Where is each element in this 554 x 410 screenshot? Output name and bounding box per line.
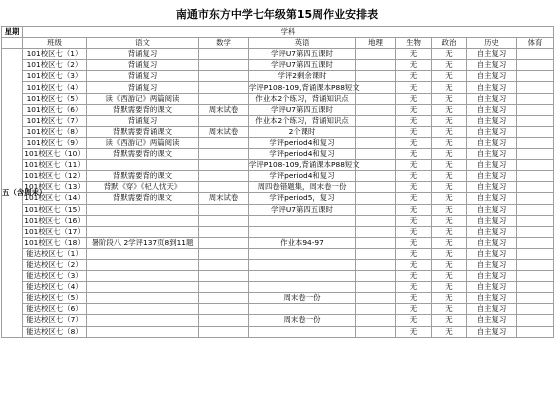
english-cell: 2个课时 (249, 126, 356, 137)
english-cell: 学评P108-109,背诵课本P88短文 (249, 82, 360, 92)
history-cell: 自主复习 (467, 237, 517, 248)
english-cell (249, 282, 356, 293)
politics-cell: 无 (432, 82, 467, 93)
table-row (2, 71, 554, 82)
biology-cell: 无 (396, 326, 432, 337)
biology-cell: 无 (396, 271, 432, 282)
math-cell (199, 293, 249, 304)
biology-cell: 无 (396, 171, 432, 182)
politics-cell: 无 (432, 304, 467, 315)
pe-cell (517, 226, 554, 237)
math-cell (199, 237, 249, 248)
pe-cell (517, 93, 554, 104)
chinese-cell (87, 226, 199, 237)
politics-cell: 无 (432, 49, 467, 60)
politics-cell: 无 (432, 182, 467, 193)
class-cell: 101校区七（4） (23, 82, 87, 93)
english-cell: 作业本2个练习，背诵知识点 (249, 93, 356, 104)
col-header-history: 历史 (467, 38, 517, 49)
subject-group-header: 学科 (23, 27, 554, 38)
class-cell: 能达校区七（3） (23, 271, 87, 282)
biology-cell: 无 (396, 82, 432, 93)
history-cell: 自主复习 (467, 293, 517, 304)
geography-cell (356, 182, 396, 193)
weekday-header: 星期 (2, 27, 23, 38)
politics-cell: 无 (432, 93, 467, 104)
chinese-cell: 读《西游记》两篇阅读 (87, 137, 199, 148)
class-cell: 能达校区七（4） (23, 282, 87, 293)
class-cell: 101校区七（1） (23, 49, 87, 60)
col-header-chinese: 语文 (87, 38, 199, 49)
politics-cell: 无 (432, 215, 467, 226)
chinese-cell (87, 215, 199, 226)
table-row (2, 49, 554, 60)
biology-cell: 无 (396, 193, 432, 204)
pe-cell (517, 126, 554, 137)
geography-cell (356, 282, 396, 293)
history-cell: 自主复习 (467, 115, 517, 126)
table-row (2, 137, 554, 148)
english-cell: 学评period4和复习 (249, 171, 356, 182)
biology-cell: 无 (396, 115, 432, 126)
history-cell: 自主复习 (467, 193, 517, 204)
chinese-cell: 背默《穿》《杞人忧天》 (87, 182, 199, 193)
english-cell (249, 326, 356, 337)
geography-cell (356, 71, 396, 82)
biology-cell: 无 (396, 282, 432, 293)
math-cell (199, 215, 249, 226)
biology-cell: 无 (396, 293, 432, 304)
geography-cell (356, 149, 396, 160)
geography-cell (356, 248, 396, 259)
history-cell: 自主复习 (467, 149, 517, 160)
math-cell (199, 204, 249, 215)
chinese-cell (87, 259, 199, 270)
english-cell: 学评U7第四五课时 (249, 60, 356, 71)
geography-cell (356, 304, 396, 315)
chinese-cell: 背诵复习 (87, 71, 199, 82)
history-cell: 自主复习 (467, 137, 517, 148)
politics-cell: 无 (432, 271, 467, 282)
math-cell (199, 71, 249, 82)
math-cell (199, 160, 249, 171)
class-cell: 101校区七（14） (24, 193, 85, 203)
history-cell: 自主复习 (467, 215, 517, 226)
biology-cell: 无 (396, 149, 432, 160)
chinese-cell: 背默需要背诵课文 (87, 126, 199, 137)
biology-cell: 无 (396, 71, 432, 82)
table-row (2, 182, 554, 193)
col-header-math: 数学 (199, 38, 249, 49)
chinese-cell (87, 293, 199, 304)
biology-cell: 无 (396, 315, 432, 326)
table-row (2, 60, 554, 71)
chinese-cell: 暑阶段八 2学评137页8到11题 (87, 237, 199, 248)
history-cell: 自主复习 (467, 326, 517, 337)
table-row (2, 204, 554, 215)
history-cell: 自主复习 (467, 226, 517, 237)
math-cell: 周末试卷 (199, 104, 249, 115)
chinese-cell (87, 160, 199, 171)
table-row (2, 282, 554, 293)
history-cell: 自主复习 (467, 304, 517, 315)
english-cell: 学评period5，复习 (249, 193, 356, 204)
pe-cell (517, 215, 554, 226)
politics-cell: 无 (432, 149, 467, 160)
politics-cell: 无 (432, 259, 467, 270)
class-cell: 101校区七（12） (24, 171, 85, 181)
table-row (2, 82, 554, 93)
header-row-columns (2, 38, 554, 49)
math-cell (199, 182, 249, 193)
table-row (2, 149, 554, 160)
biology-cell: 无 (396, 204, 432, 215)
chinese-cell (87, 304, 199, 315)
pe-cell (517, 115, 554, 126)
politics-cell: 无 (432, 204, 467, 215)
geography-cell (356, 271, 396, 282)
pe-cell (517, 71, 554, 82)
politics-cell: 无 (432, 193, 467, 204)
class-cell: 101校区七（18） (24, 237, 85, 247)
pe-cell (517, 259, 554, 270)
math-cell (199, 60, 249, 71)
english-cell (249, 226, 356, 237)
col-header-geography: 地理 (356, 38, 396, 49)
biology-cell: 无 (396, 104, 432, 115)
politics-cell: 无 (432, 293, 467, 304)
class-cell: 101校区七（10） (24, 149, 85, 159)
biology-cell: 无 (396, 248, 432, 259)
pe-cell (517, 326, 554, 337)
table-row (2, 304, 554, 315)
table-row (2, 271, 554, 282)
english-cell (249, 215, 356, 226)
col-header-class: 班级 (23, 38, 87, 49)
chinese-cell (87, 315, 199, 326)
pe-cell (517, 104, 554, 115)
table-row (2, 215, 554, 226)
pe-cell (517, 149, 554, 160)
col-header-politics: 政治 (432, 38, 467, 49)
math-cell (199, 93, 249, 104)
class-cell: 101校区七（13） (24, 182, 85, 192)
chinese-cell: 背默需要背的课文 (87, 149, 199, 160)
pe-cell (517, 248, 554, 259)
history-cell: 自主复习 (467, 171, 517, 182)
biology-cell: 无 (396, 49, 432, 60)
math-cell (199, 115, 249, 126)
table-row (2, 293, 554, 304)
geography-cell (356, 171, 396, 182)
politics-cell: 无 (432, 237, 467, 248)
class-cell: 101校区七（9） (23, 137, 87, 148)
english-cell: 学评period4和复习 (249, 137, 356, 148)
history-cell: 自主复习 (467, 71, 517, 82)
table-row (2, 237, 554, 248)
table-body (2, 27, 554, 338)
biology-cell: 无 (396, 304, 432, 315)
pe-cell (517, 193, 554, 204)
pe-cell (517, 137, 554, 148)
homework-table (1, 26, 554, 338)
politics-cell: 无 (432, 171, 467, 182)
english-cell: 作业本2个练习，背诵知识点 (249, 115, 356, 126)
class-cell: 101校区七（3） (23, 71, 87, 82)
biology-cell: 无 (396, 226, 432, 237)
math-cell (199, 49, 249, 60)
chinese-cell: 读《西游记》两篇阅读 (87, 93, 199, 104)
math-cell (199, 226, 249, 237)
table-row (2, 160, 554, 171)
math-cell (199, 137, 249, 148)
pe-cell (517, 82, 554, 93)
class-cell: 101校区七（15） (24, 204, 85, 214)
pe-cell (517, 271, 554, 282)
history-cell: 自主复习 (467, 82, 517, 93)
math-cell (199, 326, 249, 337)
politics-cell: 无 (432, 126, 467, 137)
col-header-biology: 生物 (396, 38, 432, 49)
english-cell: 学评period4和复习 (249, 149, 356, 160)
chinese-cell: 背默需要背的课文 (87, 171, 199, 182)
table-row (2, 126, 554, 137)
chinese-cell: 背默需要背的课文 (87, 193, 199, 204)
english-cell (249, 271, 356, 282)
chinese-cell (87, 204, 199, 215)
geography-cell (356, 237, 396, 248)
english-cell: 学评2剩余课时 (249, 71, 356, 82)
english-cell (249, 248, 356, 259)
geography-cell (356, 104, 396, 115)
class-cell: 101校区七（5） (23, 93, 87, 104)
class-cell: 101校区七（17） (24, 226, 85, 236)
biology-cell: 无 (396, 215, 432, 226)
politics-cell: 无 (432, 60, 467, 71)
sheet-title: 南通市东方中学七年级第15周作业安排表 (175, 8, 379, 21)
class-cell: 能达校区七（8） (23, 326, 87, 337)
table-row (2, 115, 554, 126)
chinese-cell: 背诵复习 (87, 49, 199, 60)
pe-cell (517, 282, 554, 293)
history-cell: 自主复习 (467, 104, 517, 115)
table-row (2, 248, 554, 259)
politics-cell: 无 (432, 226, 467, 237)
math-cell (199, 149, 249, 160)
english-cell (249, 259, 356, 270)
biology-cell: 无 (396, 237, 432, 248)
history-cell: 自主复习 (467, 60, 517, 71)
geography-cell (356, 49, 396, 60)
biology-cell: 无 (396, 60, 432, 71)
pe-cell (517, 315, 554, 326)
geography-cell (356, 204, 396, 215)
class-cell: 能达校区七（7） (23, 315, 87, 326)
chinese-cell (87, 271, 199, 282)
table-row (2, 104, 554, 115)
history-cell: 自主复习 (467, 282, 517, 293)
chinese-cell: 背默需要背的课文 (87, 104, 199, 115)
biology-cell: 无 (396, 137, 432, 148)
header-row-top (2, 27, 554, 38)
class-cell: 能达校区七（2） (23, 259, 87, 270)
politics-cell: 无 (432, 160, 467, 171)
class-cell: 101校区七（16） (24, 215, 85, 225)
english-cell: 周末卷一份 (249, 293, 356, 304)
history-cell: 自主复习 (467, 271, 517, 282)
politics-cell: 无 (432, 104, 467, 115)
english-cell: 学评U7第四五课时 (249, 204, 356, 215)
math-cell (199, 282, 249, 293)
math-cell (199, 171, 249, 182)
table-row (2, 259, 554, 270)
history-cell: 自主复习 (467, 259, 517, 270)
class-cell: 101校区七（2） (23, 60, 87, 71)
weekday-header-blank (2, 38, 23, 49)
english-cell: 周末卷一份 (249, 315, 356, 326)
geography-cell (356, 326, 396, 337)
table-row (2, 226, 554, 237)
chinese-cell (87, 326, 199, 337)
table-row (2, 315, 554, 326)
math-cell (199, 82, 249, 93)
english-cell (249, 304, 356, 315)
class-cell: 能达校区七（1） (23, 248, 87, 259)
biology-cell: 无 (396, 126, 432, 137)
politics-cell: 无 (432, 115, 467, 126)
class-cell: 101校区七（11） (24, 160, 85, 170)
math-cell: 周末试卷 (199, 193, 249, 204)
history-cell: 自主复习 (467, 93, 517, 104)
geography-cell (356, 160, 396, 171)
history-cell: 自主复习 (467, 315, 517, 326)
politics-cell: 无 (432, 248, 467, 259)
math-cell (199, 259, 249, 270)
chinese-cell (87, 248, 199, 259)
politics-cell: 无 (432, 282, 467, 293)
math-cell (199, 315, 249, 326)
math-cell: 周末试卷 (199, 126, 249, 137)
pe-cell (517, 204, 554, 215)
class-cell: 101校区七（6） (23, 104, 87, 115)
class-cell: 能达校区七（5） (23, 293, 87, 304)
history-cell: 自主复习 (467, 204, 517, 215)
biology-cell: 无 (396, 93, 432, 104)
english-cell: 学评P108-109,背诵课本P88短文 (249, 160, 360, 170)
history-cell: 自主复习 (467, 248, 517, 259)
geography-cell (356, 226, 396, 237)
geography-cell (356, 126, 396, 137)
pe-cell (517, 171, 554, 182)
history-cell: 自主复习 (467, 126, 517, 137)
chinese-cell: 背诵复习 (87, 82, 199, 93)
pe-cell (517, 293, 554, 304)
geography-cell (356, 93, 396, 104)
chinese-cell: 背诵复习 (87, 115, 199, 126)
pe-cell (517, 237, 554, 248)
math-cell (199, 248, 249, 259)
history-cell: 自主复习 (467, 160, 517, 171)
biology-cell: 无 (396, 182, 432, 193)
math-cell (199, 271, 249, 282)
geography-cell (356, 315, 396, 326)
english-cell: 周四卷错题集，周末卷一份 (249, 182, 356, 193)
english-cell: 作业本94-97 (249, 237, 356, 248)
history-cell: 自主复习 (467, 182, 517, 193)
geography-cell (356, 60, 396, 71)
weekday-cell: 五（含周末） (2, 49, 23, 337)
geography-cell (356, 293, 396, 304)
table-row (2, 171, 554, 182)
pe-cell (517, 304, 554, 315)
class-cell: 101校区七（7） (23, 115, 87, 126)
geography-cell (356, 193, 396, 204)
col-header-pe: 体育 (517, 38, 554, 49)
biology-cell: 无 (396, 160, 432, 171)
pe-cell (517, 182, 554, 193)
geography-cell (356, 215, 396, 226)
history-cell: 自主复习 (467, 49, 517, 60)
class-cell: 101校区七（8） (23, 126, 87, 137)
col-header-english: 英语 (249, 38, 356, 49)
english-cell: 学评U7第四五课时 (249, 104, 356, 115)
table-row (2, 93, 554, 104)
chinese-cell (87, 282, 199, 293)
politics-cell: 无 (432, 71, 467, 82)
math-cell (199, 304, 249, 315)
english-cell: 学评U7第四五课时 (249, 49, 356, 60)
geography-cell (356, 82, 396, 93)
pe-cell (517, 160, 554, 171)
class-cell: 能达校区七（6） (23, 304, 87, 315)
biology-cell: 无 (396, 259, 432, 270)
pe-cell (517, 60, 554, 71)
geography-cell (356, 137, 396, 148)
table-row (2, 326, 554, 337)
geography-cell (356, 115, 396, 126)
politics-cell: 无 (432, 326, 467, 337)
politics-cell: 无 (432, 315, 467, 326)
table-row (2, 193, 554, 204)
geography-cell (356, 259, 396, 270)
chinese-cell: 背诵复习 (87, 60, 199, 71)
pe-cell (517, 49, 554, 60)
politics-cell: 无 (432, 137, 467, 148)
